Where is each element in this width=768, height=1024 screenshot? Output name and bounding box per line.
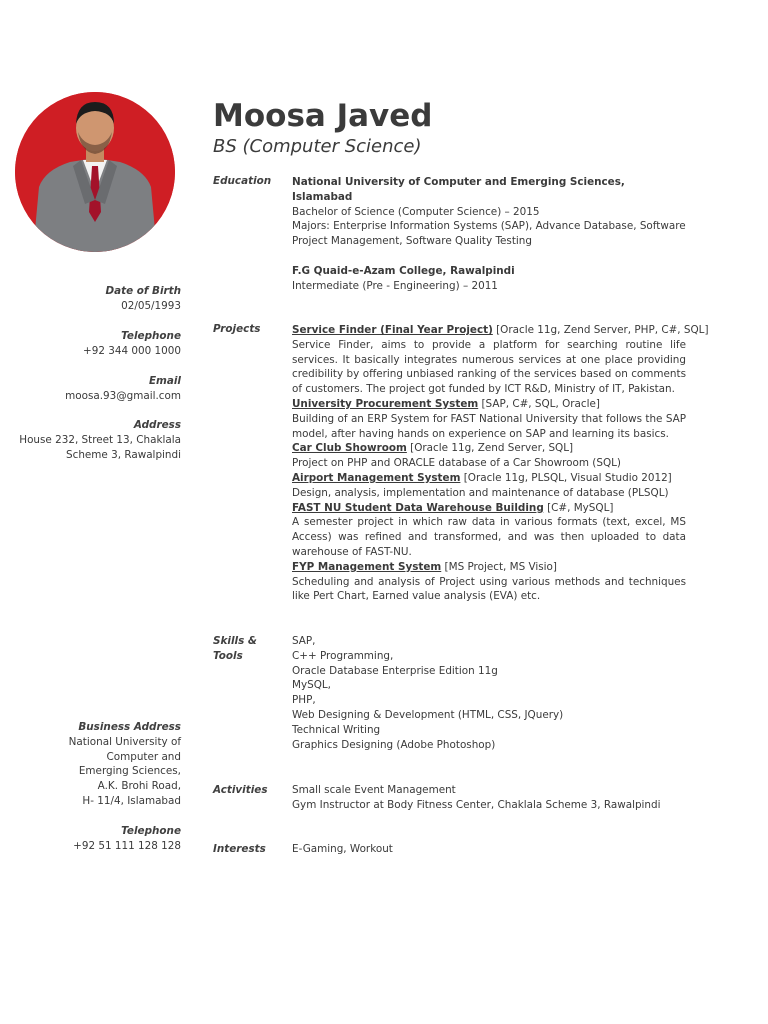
- project-tech: [Oracle 11g, Zend Server, SQL]: [406, 442, 574, 455]
- skills-label: [213, 634, 257, 664]
- activities-label: Activities: [213, 784, 268, 796]
- project-tech: [C#, MySQL]: [543, 501, 614, 514]
- dob-value: 02/05/1993: [121, 299, 181, 312]
- skill-item: C++ Programming,: [292, 649, 394, 662]
- business-address-line: National University of: [68, 735, 181, 748]
- interests-section: [292, 842, 686, 857]
- project-heading: [292, 441, 686, 456]
- project-description: Building of an ERP System for FAST National University that follows the SAP model, after having hands on experience on SAP and learning its basics.: [292, 412, 686, 440]
- skill-item: Oracle Database Enterprise Edition 11g: [292, 664, 498, 677]
- telephone-label: Telephone: [121, 330, 181, 342]
- skill-item: Web Designing & Development (HTML, CSS, JQuery): [292, 708, 564, 721]
- email-label: Email: [148, 375, 181, 387]
- skills-label-line: Skills &: [213, 635, 257, 647]
- address-block: [0, 418, 181, 462]
- project-description: Project on PHP and ORACLE database of a Car Showroom (SQL): [292, 457, 621, 470]
- project-title: FAST NU Student Data Warehouse Building: [292, 501, 544, 514]
- education-label: Education: [213, 175, 272, 187]
- skill-item: MySQL,: [292, 679, 331, 692]
- project-title: Service Finder (Final Year Project): [292, 324, 493, 336]
- business-address-line: Computer and: [106, 750, 181, 763]
- project-heading: [292, 323, 709, 338]
- activity-item: Small scale Event Management: [292, 784, 456, 796]
- candidate-degree: BS (Computer Science): [213, 136, 422, 157]
- project-tech: [Oracle 11g, PLSQL, Visual Studio 2012]: [460, 471, 672, 484]
- dob-block: [0, 284, 181, 314]
- project-description: Scheduling and analysis of Project using various methods and techniques like Pert Chart, Earned value analysis (EVA) etc.: [292, 575, 686, 603]
- project-tech: [Oracle 11g, Zend Server, PHP, C#, SQL]: [492, 324, 709, 336]
- project-tech: [SAP, C#, SQL, Oracle]: [478, 397, 600, 410]
- education-degree: Intermediate (Pre - Engineering) – 2011: [292, 279, 498, 292]
- education-degree: Bachelor of Science (Computer Science) – 2015: [292, 205, 540, 218]
- project-description: A semester project in which raw data in various formats (text, excel, MS Access) was refined and transformed, and was then uploaded to data warehouse of FAST-NU.: [292, 516, 686, 558]
- business-telephone-value: +92 51 111 128 128: [73, 839, 181, 852]
- skill-item: PHP,: [292, 694, 316, 707]
- skills-label-line: Tools: [213, 649, 243, 662]
- project-title: Airport Management System: [292, 471, 461, 484]
- skills-section: [292, 634, 686, 752]
- project-heading: [292, 560, 686, 575]
- dob-label: Date of Birth: [105, 285, 181, 297]
- skill-item: SAP,: [292, 635, 316, 647]
- project-title: FYP Management System: [292, 560, 442, 573]
- education-majors: Majors: Enterprise Information Systems (SAP), Advance Database, Software Project Management, Software Quality Testing: [292, 220, 686, 248]
- activities-section: [292, 783, 686, 813]
- skill-item: Technical Writing: [292, 723, 381, 736]
- email-value: moosa.93@gmail.com: [65, 389, 181, 402]
- business-address-line: A.K. Brohi Road,: [97, 780, 181, 793]
- education-section: [292, 175, 686, 293]
- project-title: University Procurement System: [292, 397, 479, 410]
- telephone-block: [0, 329, 181, 359]
- address-line: Scheme 3, Rawalpindi: [66, 448, 181, 461]
- address-line: House 232, Street 13, Chaklala: [19, 433, 181, 446]
- activity-item: Gym Instructor at Body Fitness Center, Chaklala Scheme 3, Rawalpindi: [292, 798, 661, 811]
- interests-label: Interests: [213, 843, 266, 855]
- business-telephone-block: [0, 824, 181, 854]
- business-address-line: Emerging Sciences,: [78, 765, 181, 778]
- education-institution: F.G Quaid-e-Azam College, Rawalpindi: [292, 264, 515, 277]
- projects-label: Projects: [213, 323, 261, 335]
- project-title: Car Club Showroom: [292, 442, 407, 455]
- projects-section: [292, 323, 709, 604]
- business-address-block: [0, 720, 181, 809]
- profile-photo: [15, 92, 175, 252]
- project-heading: [292, 501, 686, 516]
- address-label: Address: [133, 419, 181, 431]
- candidate-name: Moosa Javed: [213, 98, 433, 134]
- business-address-label: Business Address: [78, 721, 181, 733]
- business-telephone-label: Telephone: [121, 825, 181, 837]
- telephone-value: +92 344 000 1000: [83, 344, 181, 357]
- project-tech: [MS Project, MS Visio]: [441, 560, 557, 573]
- project-heading: [292, 397, 686, 412]
- project-description: Design, analysis, implementation and maintenance of database (PLSQL): [292, 486, 669, 499]
- business-address-line: H- 11/4, Islamabad: [82, 794, 181, 807]
- email-block: [0, 374, 181, 404]
- project-heading: [292, 471, 686, 486]
- skill-item: Graphics Designing (Adobe Photoshop): [292, 738, 496, 751]
- project-description: Service Finder, aims to provide a platform for searching routine life services. It basically integrates numerous services at one place providing credibility by offering unbiased ranking of the services based on comments of customers. The project got funded by ICT R&D, Ministry of IT, Pakistan.: [292, 338, 686, 396]
- interests-value: E-Gaming, Workout: [292, 843, 393, 855]
- education-institution: National University of Computer and Emerging Sciences, Islamabad: [292, 176, 625, 203]
